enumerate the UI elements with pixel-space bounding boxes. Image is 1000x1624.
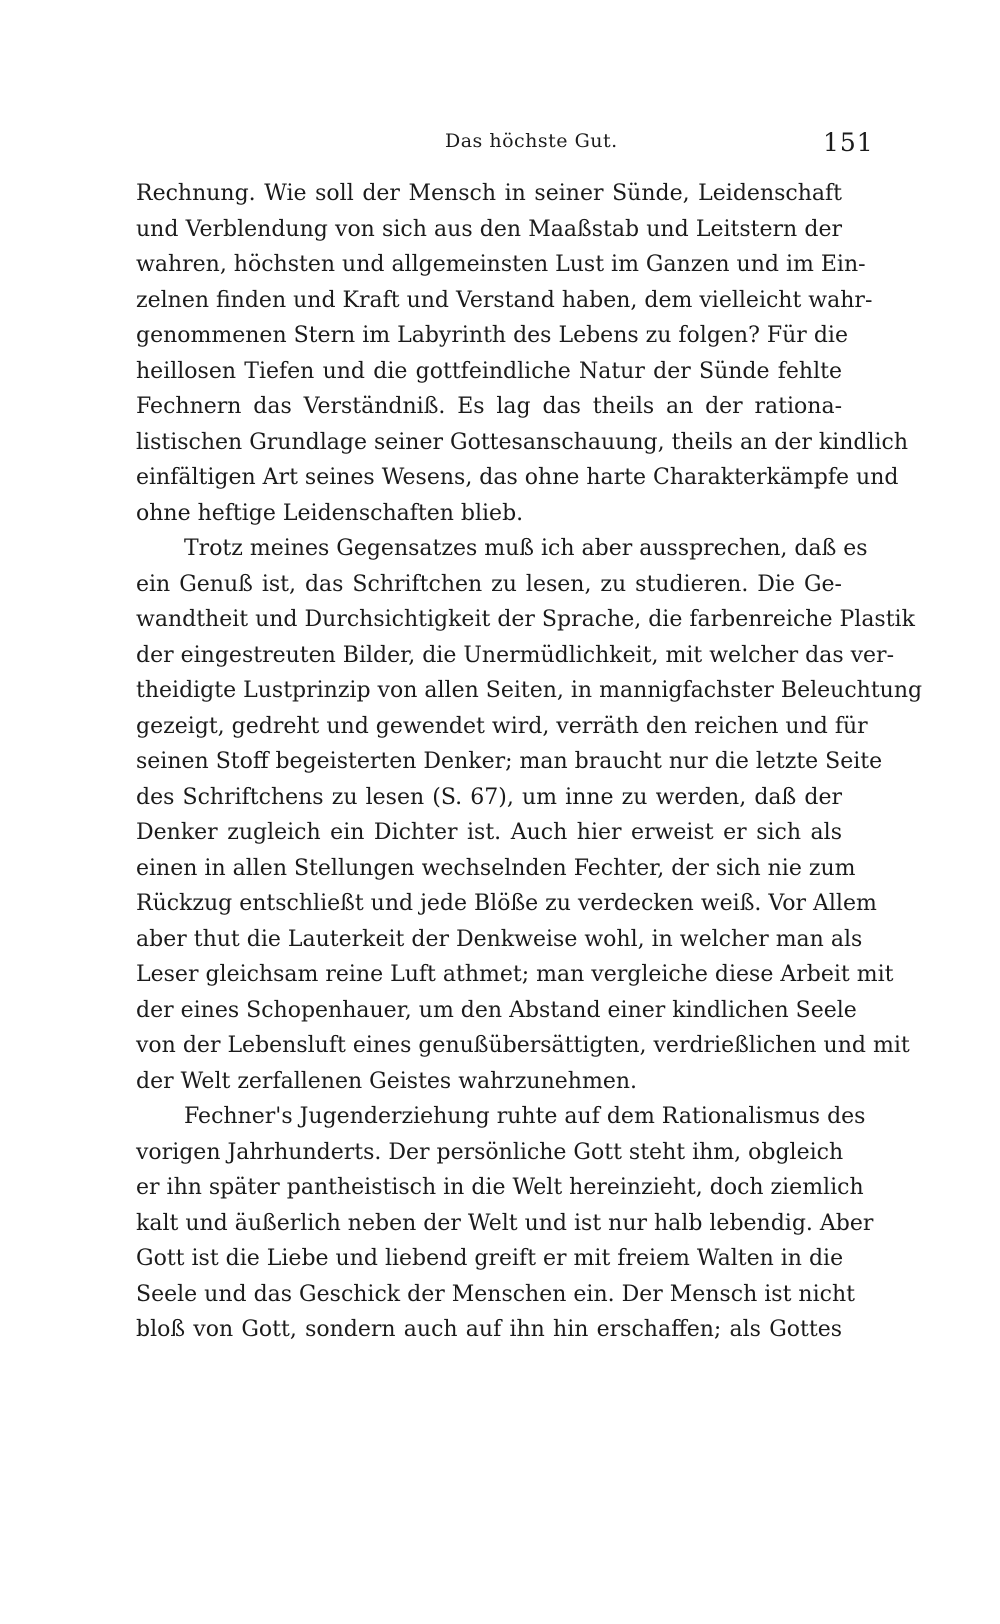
text-line: seinen Stoff begeisterten Denker; man braucht nur die letzte Seite (136, 749, 883, 774)
text-line: des Schriftchens zu lesen (S. 67), um inne zu werden, daß der (136, 784, 842, 810)
text-line: ein Genuß ist, das Schriftchen zu lesen, zu studieren. Die Ge- (136, 571, 842, 597)
running-head (0, 128, 1000, 158)
text-line: und Verblendung von sich aus den Maaßstab und Leitstern der (136, 216, 842, 242)
text-line: Fechnern das Verständniß. Es lag das theils an der rationa- (136, 394, 842, 419)
text-line: Trotz meines Gegensatzes muß ich aber aussprechen, daß es (184, 536, 868, 561)
text-line: bloß von Gott, sondern auch auf ihn hin erschaffen; als Gottes (136, 1317, 842, 1342)
text-line: heillosen Tiefen und die gottfeindliche Natur der Sünde fehlte (136, 358, 842, 384)
text-line: kalt und äußerlich neben der Welt und ist nur halb lebendig. Aber (136, 1210, 874, 1236)
text-line: er ihn später pantheistisch in die Welt hereinzieht, doch ziemlich (136, 1175, 864, 1200)
text-line: der Welt zerfallenen Geistes wahrzunehmen. (136, 1068, 638, 1094)
text-line: ohne heftige Leidenschaften blieb. (136, 500, 524, 526)
text-line: Rückzug entschließt und jede Blöße zu verdecken weiß. Vor Allem (136, 891, 877, 916)
text-line: Rechnung. Wie soll der Mensch in seiner Sünde, Leidenschaft (136, 181, 842, 206)
text-line: zelnen finden und Kraft und Verstand haben, dem vielleicht wahr- (136, 287, 873, 313)
text-line: Denker zugleich ein Dichter ist. Auch hier erweist er sich als (136, 820, 842, 845)
body-text (136, 176, 923, 1348)
text-line: der eingestreuten Bilder, die Unermüdlichkeit, mit welcher das ver- (136, 642, 895, 668)
text-line: Gott ist die Liebe und liebend greift er mit freiem Walten in die (136, 1246, 844, 1271)
text-line: vorigen Jahrhunderts. Der persönliche Gott steht ihm, obgleich (136, 1139, 844, 1165)
text-line: aber thut die Lauterkeit der Denkweise wohl, in welcher man als (136, 926, 863, 952)
text-line: einen in allen Stellungen wechselnden Fechter, der sich nie zum (136, 855, 856, 881)
text-line: listischen Grundlage seiner Gottesanschauung, theils an der kindlich (136, 429, 909, 455)
text-line: von der Lebensluft eines genußübersättigten, verdrießlichen und mit (136, 1033, 910, 1058)
text-line: Fechner's Jugenderziehung ruhte auf dem Rationalismus des (184, 1104, 866, 1129)
text-line: Leser gleichsam reine Luft athmet; man vergleiche diese Arbeit mit (136, 962, 894, 987)
page-number: 151 (823, 128, 874, 157)
text-line: theidigte Lustprinzip von allen Seiten, in mannigfachster Beleuchtung (136, 678, 923, 703)
running-title: Das höchste Gut. (445, 130, 618, 152)
text-line: wahren, höchsten und allgemeinsten Lust im Ganzen und im Ein- (136, 252, 866, 277)
text-line: wandtheit und Durchsichtigkeit der Sprache, die farbenreiche Plastik (136, 607, 915, 632)
text-line: genommenen Stern im Labyrinth des Lebens zu folgen? Für die (136, 323, 848, 348)
text-line: Seele und das Geschick der Menschen ein. Der Mensch ist nicht (136, 1281, 855, 1307)
text-line: der eines Schopenhauer, um den Abstand einer kindlichen Seele (136, 997, 857, 1023)
text-line: gezeigt, gedreht und gewendet wird, verräth den reichen und für (136, 713, 868, 739)
text-line: einfältigen Art seines Wesens, das ohne harte Charakterkämpfe und (136, 465, 899, 490)
